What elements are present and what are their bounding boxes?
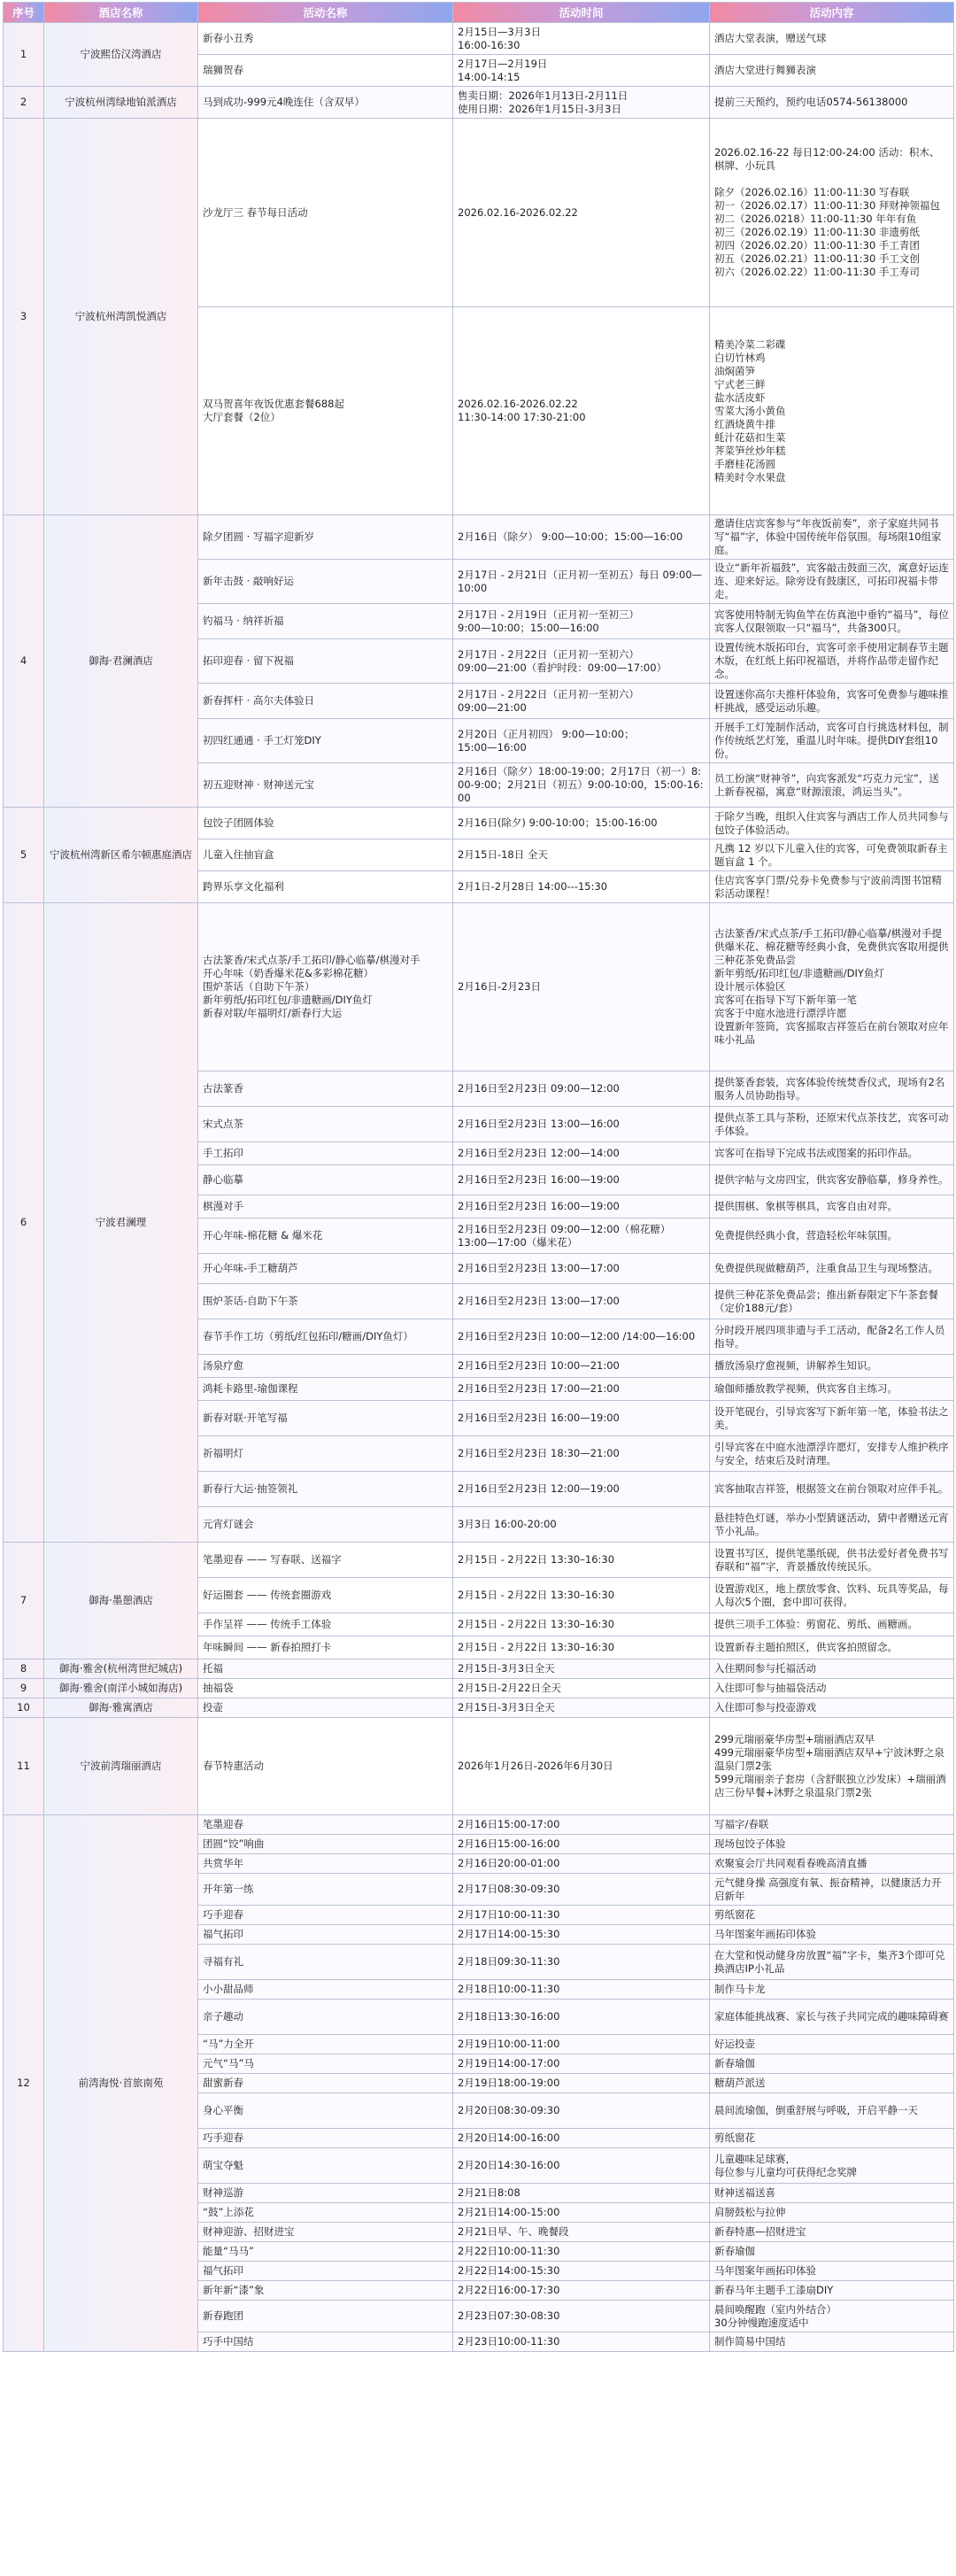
activity-name: 围炉茶话-自助下午茶 xyxy=(198,1284,453,1319)
table-row xyxy=(4,1718,954,1815)
activity-content: 酒店大堂表演，赠送气球 xyxy=(710,23,954,55)
activity-time: 2月22日14:00-15:30 xyxy=(453,2262,710,2281)
activity-content: 引导宾客在中庭水池漂浮许愿灯，安排专人维护秩序与安全，结束后及时清理。 xyxy=(710,1436,954,1472)
activity-time: 2月16日至2月23日 09:00—12:00 xyxy=(453,1071,710,1107)
activity-time: 2月18日13:30-16:00 xyxy=(453,2000,710,2035)
activity-time: 2月21日14:00-15:00 xyxy=(453,2203,710,2223)
activity-name: 汤泉疗愈 xyxy=(198,1355,453,1378)
row-number: 1 xyxy=(4,23,44,87)
activity-name: 萌宝夺魁 xyxy=(198,2148,453,2184)
activity-content: 设置游戏区，地上摆放零食、饮料、玩具等奖品，每人每次5个圈，套中即可获得。 xyxy=(710,1578,954,1613)
table-row xyxy=(4,87,954,119)
activity-name: 财神迎游、招财进宝 xyxy=(198,2223,453,2242)
activity-content: 糖葫芦派送 xyxy=(710,2074,954,2093)
activity-time: 2月16日至2月23日 13:00—16:00 xyxy=(453,1107,710,1142)
activity-time: 2月17日—2月19日 14:00-14:15 xyxy=(453,55,710,87)
activity-name: 新年新“漆”象 xyxy=(198,2281,453,2301)
activity-time: 2026.02.16-2026.02.22 xyxy=(453,119,710,307)
activity-content: 在大堂和悦动健身房放置“福”字卡，集齐3个即可兑换酒店IP小礼品 xyxy=(710,1945,954,1980)
activity-content: 新春瑜伽 xyxy=(710,2054,954,2074)
activity-time: 2月19日18:00-19:00 xyxy=(453,2074,710,2093)
hotel-name: 御海·墨憩酒店 xyxy=(44,1543,198,1659)
activity-content: 新春马年主题手工漆扇DIY xyxy=(710,2281,954,2301)
row-number: 8 xyxy=(4,1659,44,1679)
activity-name: 亲子趣动 xyxy=(198,2000,453,2035)
hotel-name: 御海·雅舍(南洋小城如海店) xyxy=(44,1679,198,1698)
activity-content: 提供字帖与文房四宝，供宾客安静临摹，修身养性。 xyxy=(710,1165,954,1195)
activity-time: 2月16日至2月23日 16:00—19:00 xyxy=(453,1195,710,1218)
activity-name: “马”力全开 xyxy=(198,2035,453,2054)
row-number: 2 xyxy=(4,87,44,119)
activity-content: 现场包饺子体验 xyxy=(710,1835,954,1854)
activity-content: 晨间流瑜伽，倒重舒展与呼吸，开启平静一天 xyxy=(710,2093,954,2129)
activity-content: 财神送福送喜 xyxy=(710,2184,954,2203)
activity-content: 入住期间参与托福活动 xyxy=(710,1659,954,1679)
activity-name: “鼓”上添花 xyxy=(198,2203,453,2223)
activity-content: 瑜伽师播放教学视频，供宾客自主练习。 xyxy=(710,1378,954,1401)
activity-name: 共赏华年 xyxy=(198,1854,453,1874)
activity-content: 提供三种花茶免费品尝；推出新春限定下午茶套餐（定价188元/套） xyxy=(710,1284,954,1319)
activity-content: 分时段开展四项非遗与手工活动，配备2名工作人员指导。 xyxy=(710,1319,954,1355)
activity-time: 2月17日08:30-09:30 xyxy=(453,1874,710,1906)
activity-content: 入住即可参与抽福袋活动 xyxy=(710,1679,954,1698)
activity-time: 2月19日10:00-11:00 xyxy=(453,2035,710,2054)
hotel-name: 前湾海悦·首旅南苑 xyxy=(44,1815,198,2352)
activity-time: 3月3日 16:00-20:00 xyxy=(453,1507,710,1543)
activity-content: 好运投壶 xyxy=(710,2035,954,2054)
activity-time: 2月21日早、午、晚餐段 xyxy=(453,2223,710,2242)
activity-content: 免费提供现做糖葫芦，注重食品卫生与现场整洁。 xyxy=(710,1254,954,1284)
activity-time: 2月16日（除夕） 9:00—10:00；15:00—16:00 xyxy=(453,515,710,560)
activity-content: 欢聚宴会厅共同观看春晚高清直播 xyxy=(710,1854,954,1874)
activity-name: 拓印迎春 · 留下祝福 xyxy=(198,639,453,684)
activity-content: 马年图案年画拓印体验 xyxy=(710,1925,954,1945)
activity-content: 住店宾客享门票/兑券卡免费参与宁波前湾图书馆精彩活动课程！ xyxy=(710,871,954,903)
activity-time: 2月16日至2月23日 18:30—21:00 xyxy=(453,1436,710,1472)
activity-name: 元气“马”马 xyxy=(198,2054,453,2074)
hotel-name: 宁波杭州湾绿地铂派酒店 xyxy=(44,87,198,119)
activity-time: 2月17日 - 2月22日（正月初一至初六） 09:00—21:00 xyxy=(453,684,710,719)
row-number: 6 xyxy=(4,903,44,1543)
activity-time: 2月17日10:00-11:30 xyxy=(453,1906,710,1925)
activity-time: 2月17日 - 2月19日（正月初一至初三） 9:00—10:00；15:00—16:00 xyxy=(453,604,710,639)
activity-name: 初五迎财神 · 财神送元宝 xyxy=(198,763,453,808)
activity-content: 提前三天预约，预约电话0574-56138000 xyxy=(710,87,954,119)
activity-content: 于除夕当晚，组织入住宾客与酒店工作人员共同参与包饺子体验活动。 xyxy=(710,808,954,839)
activity-time: 2月16日（除夕）18:00-19:00；2月17日（初一）8:00-9:00；2月21日（初五）9:00-10:00，15:00-16:00 xyxy=(453,763,710,808)
activity-content: 凡携 12 岁以下儿童入住的宾客，可免费领取新春主题盲盒 1 个。 xyxy=(710,839,954,871)
activity-content: 酒店大堂进行舞狮表演 xyxy=(710,55,954,87)
hotel-name: 宁波前湾瑞丽酒店 xyxy=(44,1718,198,1815)
activity-time: 2月23日07:30-08:30 xyxy=(453,2301,710,2332)
activity-name: 沙龙厅三 春节每日活动 xyxy=(198,119,453,307)
activity-name: 手工拓印 xyxy=(198,1142,453,1165)
activity-time: 2月20日（正月初四） 9:00—10:00； 15:00—16:00 xyxy=(453,719,710,763)
activity-content: 肩膀鼓松与拉伸 xyxy=(710,2203,954,2223)
activity-time: 2月17日 - 2月22日（正月初一至初六） 09:00—21:00（看护时段：09:00—17:00） xyxy=(453,639,710,684)
activity-time: 2月16日至2月23日 16:00—19:00 xyxy=(453,1401,710,1436)
activity-name: 春节特惠活动 xyxy=(198,1718,453,1815)
activity-content: 提供点茶工具与茶粉，还原宋代点茶技艺，宾客可动手体验。 xyxy=(710,1107,954,1142)
activity-time: 2月16日至2月23日 10:00—12:00 /14:00—16:00 xyxy=(453,1319,710,1355)
activity-name: 财神巡游 xyxy=(198,2184,453,2203)
header-row xyxy=(4,3,954,23)
activity-name: 福气拓印 xyxy=(198,1925,453,1945)
activity-content: 宾客抽取吉祥签，根据签文在前台领取对应伴手礼。 xyxy=(710,1472,954,1507)
activity-content: 写福字/春联 xyxy=(710,1815,954,1835)
activity-name: 小小甜品师 xyxy=(198,1980,453,2000)
hotel-name: 宁波杭州湾新区希尔顿惠庭酒店 xyxy=(44,808,198,903)
activity-time: 2月15日 - 2月22日 13:30–16:30 xyxy=(453,1613,710,1636)
activity-time: 2月22日16:00-17:30 xyxy=(453,2281,710,2301)
activity-content: 播放汤泉疗愈视频，讲解养生知识。 xyxy=(710,1355,954,1378)
activity-content: 新春特惠—招财进宝 xyxy=(710,2223,954,2242)
activity-time: 2月20日14:00-16:00 xyxy=(453,2129,710,2148)
activity-time: 2026.02.16-2026.02.22 11:30-14:00 17:30-21:00 xyxy=(453,307,710,515)
activity-name: 开心年味-棉花糖 & 爆米花 xyxy=(198,1218,453,1254)
activity-time: 2月16日15:00-16:00 xyxy=(453,1835,710,1854)
activity-name: 福气拓印 xyxy=(198,2262,453,2281)
activity-time: 2月18日10:00-11:30 xyxy=(453,1980,710,2000)
activity-time: 2月23日10:00-11:30 xyxy=(453,2332,710,2352)
activity-name: 巧手迎春 xyxy=(198,2129,453,2148)
activity-content: 设置书写区，提供笔墨纸砚，供书法爱好者免费书写春联和“福”字，背景播放传统民乐。 xyxy=(710,1543,954,1578)
activity-name: 元宵灯谜会 xyxy=(198,1507,453,1543)
activity-name: 春节手作工坊（剪纸/红包拓印/糖画/DIY鱼灯） xyxy=(198,1319,453,1355)
activity-name: 好运圈套 —— 传统套圈游戏 xyxy=(198,1578,453,1613)
activity-time: 2月16日至2月23日 10:00—21:00 xyxy=(453,1355,710,1378)
hotel-name: 御海·雅舍(杭州湾世纪城店) xyxy=(44,1659,198,1679)
activity-name: 静心临摹 xyxy=(198,1165,453,1195)
table-row xyxy=(4,515,954,560)
activity-time: 2月15日-2月22日全天 xyxy=(453,1679,710,1698)
activity-time: 2月17日 - 2月21日（正月初一至初五）每日 09:00—10:00 xyxy=(453,560,710,604)
activity-name: 新年击鼓 · 敲响好运 xyxy=(198,560,453,604)
activity-name: 包饺子团圆体验 xyxy=(198,808,453,839)
table-row xyxy=(4,23,954,55)
activity-content: 2026.02.16-22 每日12:00-24:00 活动：积木、棋牌、小玩具 除夕（2026.02.16）11:00-11:30 写春联 初一（2026.02.17）11:00-11:30 拜财神领福包 初二（2026.0218）11:00-11:30 年年有鱼 初三（2026.02.19）11:00-11:30 非遗剪纸 初四（2026.02.20）11:00-11:30 手工青团 初五（2026.02.21）11:00-11:30 手工文创 初六（2026.02.22）11:00-11:30 手工寿司 xyxy=(710,119,954,307)
activity-name: 鸿耗卡路里-瑜伽课程 xyxy=(198,1378,453,1401)
activity-time: 2月1日-2月28日 14:00---15:30 xyxy=(453,871,710,903)
header-content: 活动内容 xyxy=(710,3,954,23)
activity-name: 手作呈祥 —— 传统手工体验 xyxy=(198,1613,453,1636)
activity-content: 邀请住店宾客参与“年夜饭前奏”，亲子家庭共同书写“福”字，体验中国传统年俗氛围。每场限10组家庭。 xyxy=(710,515,954,560)
activity-content: 悬挂特色灯谜，举办小型猜谜活动，猜中者赠送元宵节小礼品。 xyxy=(710,1507,954,1543)
activity-time: 2月15日 - 2月22日 13:30–16:30 xyxy=(453,1543,710,1578)
activity-name: 瑞狮贺春 xyxy=(198,55,453,87)
activity-name: 巧手中国结 xyxy=(198,2332,453,2352)
activity-time: 2026年1月26日-2026年6月30日 xyxy=(453,1718,710,1815)
activity-content: 马年图案年画拓印体验 xyxy=(710,2262,954,2281)
activity-time: 售卖日期：2026年1月13日-2月11日 使用日期：2026年1月15日-3月3日 xyxy=(453,87,710,119)
activity-name: 古法篆香 xyxy=(198,1071,453,1107)
table-row xyxy=(4,903,954,1071)
activity-name: 开心年味-手工糖葫芦 xyxy=(198,1254,453,1284)
activity-name: 巧手迎春 xyxy=(198,1906,453,1925)
hotel-name: 宁波君澜理 xyxy=(44,903,198,1543)
activity-content: 剪纸窗花 xyxy=(710,2129,954,2148)
activity-name: 抽福袋 xyxy=(198,1679,453,1698)
activity-content: 家庭体能挑战赛、家长与孩子共同完成的趣味障碍赛 xyxy=(710,2000,954,2035)
table-row xyxy=(4,1698,954,1718)
activity-time: 2月15日-18日 全天 xyxy=(453,839,710,871)
activity-content: 设开笔砚台，引导宾客写下新年第一笔，体验书法之美。 xyxy=(710,1401,954,1436)
activity-time: 2月18日09:30-11:30 xyxy=(453,1945,710,1980)
activity-name: 团圆“饺”响曲 xyxy=(198,1835,453,1854)
row-number: 3 xyxy=(4,119,44,515)
activity-name: 年味瞬间 —— 新春拍照打卡 xyxy=(198,1636,453,1659)
activity-time: 2月20日08:30-09:30 xyxy=(453,2093,710,2129)
activity-time: 2月16日-2月23日 xyxy=(453,903,710,1071)
activity-name: 跨界乐享文化福利 xyxy=(198,871,453,903)
hotel-name: 宁波杭州湾凯悦酒店 xyxy=(44,119,198,515)
activity-content: 儿童趣味足球赛， 每位参与儿童均可获得纪念奖牌 xyxy=(710,2148,954,2184)
activity-content: 制作简易中国结 xyxy=(710,2332,954,2352)
activity-name: 新春跑团 xyxy=(198,2301,453,2332)
header-no: 序号 xyxy=(4,3,44,23)
activity-time: 2月15日-3月3日全天 xyxy=(453,1698,710,1718)
activity-time: 2月15日 - 2月22日 13:30–16:30 xyxy=(453,1578,710,1613)
activity-content: 宾客使用特制无钩鱼竿在仿真池中垂钓“福马”，每位宾客人仅限领取一只“福马”，共备300只。 xyxy=(710,604,954,639)
table-row xyxy=(4,1679,954,1698)
activity-time: 2月16日15:00-17:00 xyxy=(453,1815,710,1835)
activity-content: 299元瑞丽豪华房型+瑞丽酒店双早 499元瑞丽豪华房型+瑞丽酒店双早+宁波沐野之泉温泉门票2张 599元瑞丽亲子套房（含舒眠独立沙发床）+瑞丽酒店三份早餐+沐野之泉温泉门票2张 xyxy=(710,1718,954,1815)
row-number: 12 xyxy=(4,1815,44,2352)
activity-name: 托福 xyxy=(198,1659,453,1679)
hotel-name: 御海·雅寓酒店 xyxy=(44,1698,198,1718)
activity-name: 祈福明灯 xyxy=(198,1436,453,1472)
header-hotel: 酒店名称 xyxy=(44,3,198,23)
activity-name: 笔墨迎春 —— 写春联、送福字 xyxy=(198,1543,453,1578)
activity-time: 2月16日20:00-01:00 xyxy=(453,1854,710,1874)
activity-time: 2月15日 - 2月22日 13:30–16:30 xyxy=(453,1636,710,1659)
activity-name: 宋式点茶 xyxy=(198,1107,453,1142)
activity-content: 开展手工灯笼制作活动，宾客可自行挑选材料包，制作传统纸艺灯笼，重温儿时年味。提供DIY套组10份。 xyxy=(710,719,954,763)
activity-time: 2月16日至2月23日 12:00—19:00 xyxy=(453,1472,710,1507)
activity-name: 新春行大运·抽签领礼 xyxy=(198,1472,453,1507)
activity-content: 制作马卡龙 xyxy=(710,1980,954,2000)
activity-name: 双马贺喜年夜饭优惠套餐688起 大厅套餐（2位） xyxy=(198,307,453,515)
activity-name: 钓福马 · 纳祥祈福 xyxy=(198,604,453,639)
activity-content: 设置新春主题拍照区，供宾客拍照留念。 xyxy=(710,1636,954,1659)
activity-content: 设置迷你高尔夫推杆体验角，宾客可免费参与趣味推杆挑战，感受运动乐趣。 xyxy=(710,684,954,719)
activity-time: 2月16日至2月23日 13:00—17:00 xyxy=(453,1284,710,1319)
activity-name: 除夕团圆 · 写福字迎新岁 xyxy=(198,515,453,560)
activity-time: 2月22日10:00-11:30 xyxy=(453,2242,710,2262)
activity-time: 2月15日-3月3日全天 xyxy=(453,1659,710,1679)
activity-name: 新春对联·开笔写福 xyxy=(198,1401,453,1436)
activity-content: 古法篆香/宋式点茶/手工拓印/静心临摹/棋漫对手提供爆米花、棉花糖等经典小食，免费供宾客取用提供三种花茶免费品尝 新年剪纸/拓印红包/非遗糖画/DIY鱼灯 设计展示体验区 宾客可在指导下写下新年第一笔 宾客于中庭水池进行漂浮许愿 设置新年签筒，宾客摇取吉祥签后在前台领取对应年味小礼品 xyxy=(710,903,954,1071)
activity-name: 新春挥杆 · 高尔夫体验日 xyxy=(198,684,453,719)
activity-content: 精美冷菜二彩碟 白切竹林鸡 油焖菌笋 宁式老三鲜 盐水活皮虾 雪菜大汤小黄鱼 红酒烧黄牛排 蚝汁花菇扣生菜 荠菜笋丝炒年糕 手磨桂花汤圆 精美时令水果盘 xyxy=(710,307,954,515)
activity-content: 提供围棋、象棋等棋具，宾客自由对弈。 xyxy=(710,1195,954,1218)
table-row xyxy=(4,1815,954,1835)
activity-time: 2月19日14:00-17:00 xyxy=(453,2054,710,2074)
hotel-name: 御海·君澜酒店 xyxy=(44,515,198,808)
activity-name: 投壶 xyxy=(198,1698,453,1718)
row-number: 10 xyxy=(4,1698,44,1718)
row-number: 9 xyxy=(4,1679,44,1698)
activity-table xyxy=(3,2,954,2352)
table-row xyxy=(4,808,954,839)
activity-content: 员工扮演“财神爷”，向宾客派发“巧克力元宝”，送上新春祝福，寓意“财源滚滚，鸿运当头”。 xyxy=(710,763,954,808)
activity-time: 2月16日(除夕) 9:00-10:00；15:00-16:00 xyxy=(453,808,710,839)
activity-name: 古法篆香/宋式点茶/手工拓印/静心临摹/棋漫对手 开心年味（奶香爆米花&多彩棉花糖） 围炉茶话（自助下午茶） 新年剪纸/拓印红包/非遗糖画/DIY鱼灯 新春对联/年福明灯/新春行大运 xyxy=(198,903,453,1071)
activity-name: 开年第一练 xyxy=(198,1874,453,1906)
page xyxy=(0,2,956,2576)
activity-name: 儿童入住抽盲盒 xyxy=(198,839,453,871)
row-number: 5 xyxy=(4,808,44,903)
activity-content: 剪纸窗花 xyxy=(710,1906,954,1925)
activity-content: 提供三项手工体验：剪窗花、剪纸、画糖画。 xyxy=(710,1613,954,1636)
activity-content: 设立“新年祈福鼓”，宾客敲击鼓面三次，寓意好运连连、迎来好运。除旁设有鼓康区，可拓印祝福卡带走。 xyxy=(710,560,954,604)
activity-name: 能量“马马” xyxy=(198,2242,453,2262)
activity-time: 2月20日14:30-16:00 xyxy=(453,2148,710,2184)
activity-time: 2月21日8:08 xyxy=(453,2184,710,2203)
activity-content: 设置传统木版拓印台，宾客可亲手使用定制春节主题木版，在红纸上拓印祝福语，并将作品带走留作纪念。 xyxy=(710,639,954,684)
activity-time: 2月15日—3月3日 16:00-16:30 xyxy=(453,23,710,55)
row-number: 11 xyxy=(4,1718,44,1815)
activity-content: 元气健身操 高强度有氧、振奋精神，以健康活力开启新年 xyxy=(710,1874,954,1906)
activity-content: 新春瑜伽 xyxy=(710,2242,954,2262)
activity-content: 入住即可参与投壶游戏 xyxy=(710,1698,954,1718)
table-row xyxy=(4,1659,954,1679)
activity-time: 2月16日至2月23日 13:00—17:00 xyxy=(453,1254,710,1284)
header-activity: 活动名称 xyxy=(198,3,453,23)
activity-name: 甜蜜新春 xyxy=(198,2074,453,2093)
activity-content: 免费提供经典小食，营造轻松年味氛围。 xyxy=(710,1218,954,1254)
activity-time: 2月16日至2月23日 16:00—19:00 xyxy=(453,1165,710,1195)
activity-content: 提供篆香套装，宾客体验传统焚香仪式，现场有2名服务人员协助指导。 xyxy=(710,1071,954,1107)
activity-time: 2月17日14:00-15:30 xyxy=(453,1925,710,1945)
activity-time: 2月16日至2月23日 17:00—21:00 xyxy=(453,1378,710,1401)
row-number: 4 xyxy=(4,515,44,808)
table-row xyxy=(4,119,954,307)
row-number: 7 xyxy=(4,1543,44,1659)
activity-name: 笔墨迎春 xyxy=(198,1815,453,1835)
activity-name: 初四红通通 · 手工灯笼DIY xyxy=(198,719,453,763)
activity-time: 2月16日至2月23日 09:00—12:00（棉花糖） 13:00—17:00（爆米花） xyxy=(453,1218,710,1254)
activity-time: 2月16日至2月23日 12:00—14:00 xyxy=(453,1142,710,1165)
table-body xyxy=(4,23,954,2352)
activity-content: 晨间唤醒跑（室内外结合） 30分钟慢跑速度适中 xyxy=(710,2301,954,2332)
hotel-name: 宁波熙岱汉湾酒店 xyxy=(44,23,198,87)
activity-name: 新春小丑秀 xyxy=(198,23,453,55)
activity-name: 寻福有礼 xyxy=(198,1945,453,1980)
activity-name: 马到成功-999元4晚连住（含双早） xyxy=(198,87,453,119)
header-time: 活动时间 xyxy=(453,3,710,23)
activity-name: 棋漫对手 xyxy=(198,1195,453,1218)
activity-content: 宾客可在指导下完成书法或图案的拓印作品。 xyxy=(710,1142,954,1165)
table-row xyxy=(4,1543,954,1578)
activity-name: 身心平衡 xyxy=(198,2093,453,2129)
